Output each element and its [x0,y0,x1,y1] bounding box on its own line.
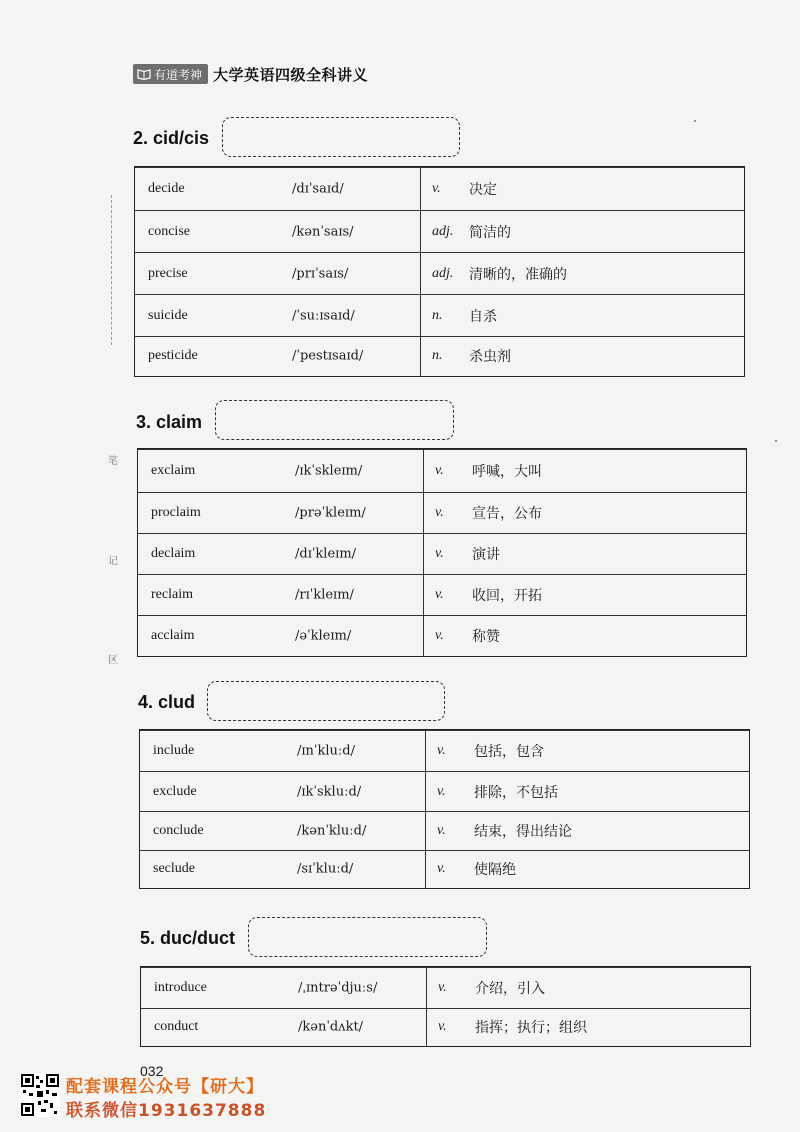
table-row [138,492,746,533]
qr-code-icon [20,1073,60,1117]
badge-text: 有道考神 [154,67,203,82]
phonetic: /ˌɪntrəˈdjuːs/ [298,980,378,996]
word-table [137,448,747,657]
table-row [135,252,744,294]
phonetic: /ˈpestɪsaɪd/ [292,348,364,364]
word: proclaim [151,505,201,520]
margin-note-2: 记 [108,556,118,567]
meaning: 演讲 [472,547,500,563]
phonetic: /dɪˈsaɪd/ [292,181,344,197]
word: include [153,743,195,758]
meaning: 指挥；执行；组织 [475,1020,587,1036]
margin-note-1: 笔 [108,456,118,467]
word-table [134,166,745,377]
section-heading: 2. cid/cis [133,128,210,148]
meaning: 使隔绝 [474,862,516,878]
part-of-speech: adj. [432,265,454,281]
part-of-speech: v. [437,861,446,876]
meaning: 决定 [469,182,497,198]
meaning: 宣告，公布 [472,506,542,522]
part-of-speech: adj. [432,223,454,239]
answer-blank[interactable] [215,400,454,440]
watermark-line-1: 配套课程公众号【研大】 [66,1077,264,1097]
part-of-speech: n. [432,307,443,323]
meaning: 介绍，引入 [475,981,545,997]
table-row [135,210,744,252]
section-heading: 5. duc/duct [140,928,236,948]
brand-badge [133,64,208,84]
word: pesticide [148,348,198,363]
phonetic: /kənˈsaɪs/ [292,224,354,239]
margin-dashed-line [111,195,112,345]
meaning: 自杀 [469,308,497,325]
table-row [141,967,750,1008]
meaning: 包括，包含 [474,744,544,760]
header-title: 大学英语四级全科讲义 [213,65,369,84]
section-heading: 3. claim [136,412,203,432]
part-of-speech: v. [437,783,446,799]
table-row [138,574,746,615]
table-row [140,811,749,850]
meaning: 结束，得出结论 [474,824,572,840]
word: concise [148,223,190,239]
margin-dot [775,440,777,442]
word-table [140,966,751,1047]
phonetic: /ɪnˈkluːd/ [297,743,355,759]
phonetic: /kənˈdʌkt/ [298,1019,364,1035]
part-of-speech: v. [432,181,441,196]
table-row [140,730,749,771]
part-of-speech: v. [435,546,444,561]
table-row [138,533,746,574]
word: introduce [154,980,207,995]
phonetic: /prəˈkleɪm/ [295,505,366,521]
word: acclaim [151,627,195,643]
phonetic: /prɪˈsaɪs/ [292,266,349,281]
phonetic: /kənˈkluːd/ [297,823,367,839]
phonetic: /sɪˈkluːd/ [297,861,354,877]
word: precise [148,265,188,281]
table-row [140,850,749,887]
answer-blank[interactable] [207,681,445,721]
word-table [139,729,750,889]
meaning: 简洁的 [469,224,511,241]
book-icon [137,68,151,80]
phonetic: /ɪkˈskleɪm/ [295,463,363,479]
table-row [138,449,746,492]
table-row [141,1008,750,1045]
word: decide [148,181,185,196]
phonetic: /rɪˈkleɪm/ [295,587,354,603]
table-row [135,167,744,210]
word: exclude [153,783,197,799]
meaning: 收回，开拓 [472,588,542,604]
margin-dot [694,120,696,122]
page-header [133,63,368,85]
phonetic: /ɪkˈskluːd/ [297,784,362,799]
table-row [135,336,744,375]
table-row [135,294,744,336]
table-row [138,615,746,655]
watermark-line-2: 联系微信1931637888 [66,1101,267,1121]
meaning: 呼喊，大叫 [472,464,542,480]
answer-blank[interactable] [248,917,487,957]
word: exclaim [151,463,196,478]
phonetic: /əˈkleɪm/ [295,628,352,643]
part-of-speech: v. [438,1019,447,1034]
word: conclude [153,823,204,838]
answer-blank[interactable] [222,117,460,157]
meaning: 排除，不包括 [474,784,558,801]
section-heading: 4. clud [138,692,196,712]
meaning: 清晰的，准确的 [469,266,567,283]
phonetic: /ˈsuːɪsaɪd/ [292,308,355,323]
margin-note-3: 区 [108,655,118,666]
word: conduct [154,1019,199,1034]
part-of-speech: v. [435,587,444,602]
part-of-speech: v. [435,463,444,478]
part-of-speech: v. [437,743,446,758]
part-of-speech: n. [432,348,443,363]
page-number: 032 [140,1063,164,1079]
word: suicide [148,307,188,323]
part-of-speech: v. [435,505,444,520]
word: declaim [151,546,196,561]
word: seclude [153,861,195,876]
part-of-speech: v. [438,980,447,995]
meaning: 称赞 [472,628,500,645]
phonetic: /dɪˈkleɪm/ [295,546,357,562]
word: reclaim [151,587,193,602]
part-of-speech: v. [437,823,446,838]
meaning: 杀虫剂 [469,349,511,365]
part-of-speech: v. [435,627,444,643]
table-row [140,771,749,811]
